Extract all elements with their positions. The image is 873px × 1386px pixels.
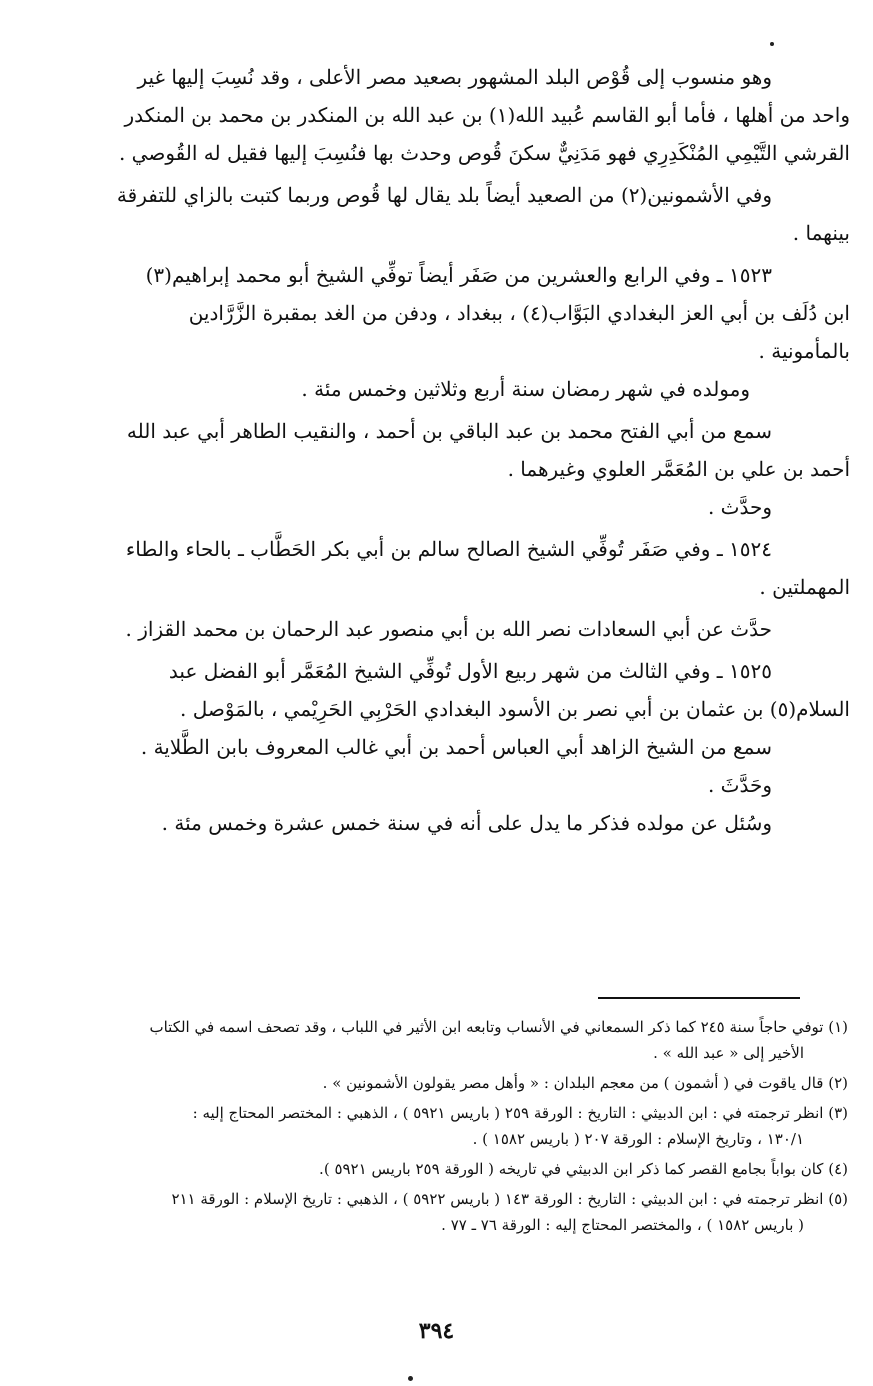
text-line: السلام(٥) بن عثمان بن أبي نصر بن الأسود البغدادي الحَرْبِي الحَرِيْمي ، بالمَوْصل . [180,697,850,721]
ink-dot [770,42,774,46]
footnote-1: (١) توفي حاجاً سنة ٢٤٥ كما ذكر السمعاني في الأنساب وتابعه ابن الأثير في اللباب ، وقد تصحف اسمه في الكتاب [149,1018,848,1036]
text-line: سمع من الشيخ الزاهد أبي العباس أحمد بن أبي غالب المعروف بابن الطَّلاية . [140,735,772,759]
entry-heading-1525: ١٥٢٥ ـ وفي الثالث من شهر ربيع الأول تُوفِّي الشيخ المُعَمَّر أبو الفضل عبد [168,659,772,683]
text-line: القرشي التَّيْمِي المُنْكَدِرِي فهو مَدَنِيٌّ سكنَ قُوص وحدث بها فنُسِبَ إليها فقيل له القُوصي . [118,141,850,165]
text-line: سمع من أبي الفتح محمد بن عبد الباقي بن أحمد ، والنقيب الطاهر أبي عبد الله [126,419,772,443]
footnote-4: (٤) كان بواباً بجامع القصر كما ذكر ابن الدبيثي في تاريخه ( الورقة ٢٥٩ باريس ٥٩٢١ ). [319,1160,848,1178]
footnote-3: (٣) انظر ترجمته في : ابن الدبيثي : التاريخ : الورقة ٢٥٩ ( باريس ٥٩٢١ ) ، الذهبي : المختصر المحتاج إليه : [192,1104,848,1122]
main-text-block [22,58,850,842]
text-line: وفي الأشمونين(٢) من الصعيد أيضاً بلد يقال لها قُوص وربما كتبت بالزاي للتفرقة [116,183,772,207]
text-line: بينهما . [792,221,850,245]
footnote-3-cont: ١٣٠/١ ، وتاريخ الإسلام : الورقة ٢٠٧ ( باريس ١٥٨٢ ) . [472,1130,804,1148]
text-line: المهملتين . [759,575,850,599]
entry-heading-1523: ١٥٢٣ ـ وفي الرابع والعشرين من صَفَر أيضاً توفِّي الشيخ أبو محمد إبراهيم(٣) [145,263,772,287]
text-line: ومولده في شهر رمضان سنة أربع وثلاثين وخمس مئة . [301,377,750,401]
footnote-5: (٥) انظر ترجمته في : ابن الدبيثي : التاريخ : الورقة ١٤٣ ( باريس ٥٩٢٢ ) ، الذهبي : تاريخ الإسلام : الورقة ٢١١ [171,1190,848,1208]
footnote-separator [598,997,800,999]
footnotes-block [28,1014,848,1238]
text-line: واحد من أهلها ، فأما أبو القاسم عُبيد الله(١) بن عبد الله بن المنكدر بن محمد بن المنكدر [124,103,850,127]
entry-heading-1524: ١٥٢٤ ـ وفي صَفَر تُوفِّي الشيخ الصالح سالم بن أبي بكر الحَطَّاب ـ بالحاء والطاء [125,537,772,561]
text-line: وحَدَّثَ . [707,773,772,797]
text-line: وسُئل عن مولده فذكر ما يدل على أنه في سنة خمس عشرة وخمس مئة . [161,811,772,835]
text-line: وهو منسوب إلى قُوْص البلد المشهور بصعيد مصر الأعلى ، وقد نُسِبَ إليها غير [137,65,772,89]
footnote-5-cont: ( باريس ١٥٨٢ ) ، والمختصر المحتاج إليه : الورقة ٧٦ ـ ٧٧ . [441,1216,804,1234]
footnote-2: (٢) قال ياقوت في ( أشمون ) من معجم البلدان : « وأهل مصر يقولون الأشمونين » . [322,1074,848,1092]
footnote-1-cont: الأخير إلى « عبد الله » . [653,1044,804,1062]
text-line: أحمد بن علي بن المُعَمَّر العلوي وغيرهما . [507,457,850,481]
ink-dot [408,1376,413,1381]
page-number: ٣٩٤ [418,1318,455,1344]
text-line: حدَّث عن أبي السعادات نصر الله بن أبي منصور عبد الرحمان بن محمد القزاز . [125,617,772,641]
text-line: بالمأمونية . [758,339,850,363]
text-line: ابن دُلَف بن أبي العز البغدادي البَوَّاب(٤) ، ببغداد ، ودفن من الغد بمقبرة الزَّرَّادين [188,301,850,325]
text-line: وحدَّث . [707,495,772,519]
